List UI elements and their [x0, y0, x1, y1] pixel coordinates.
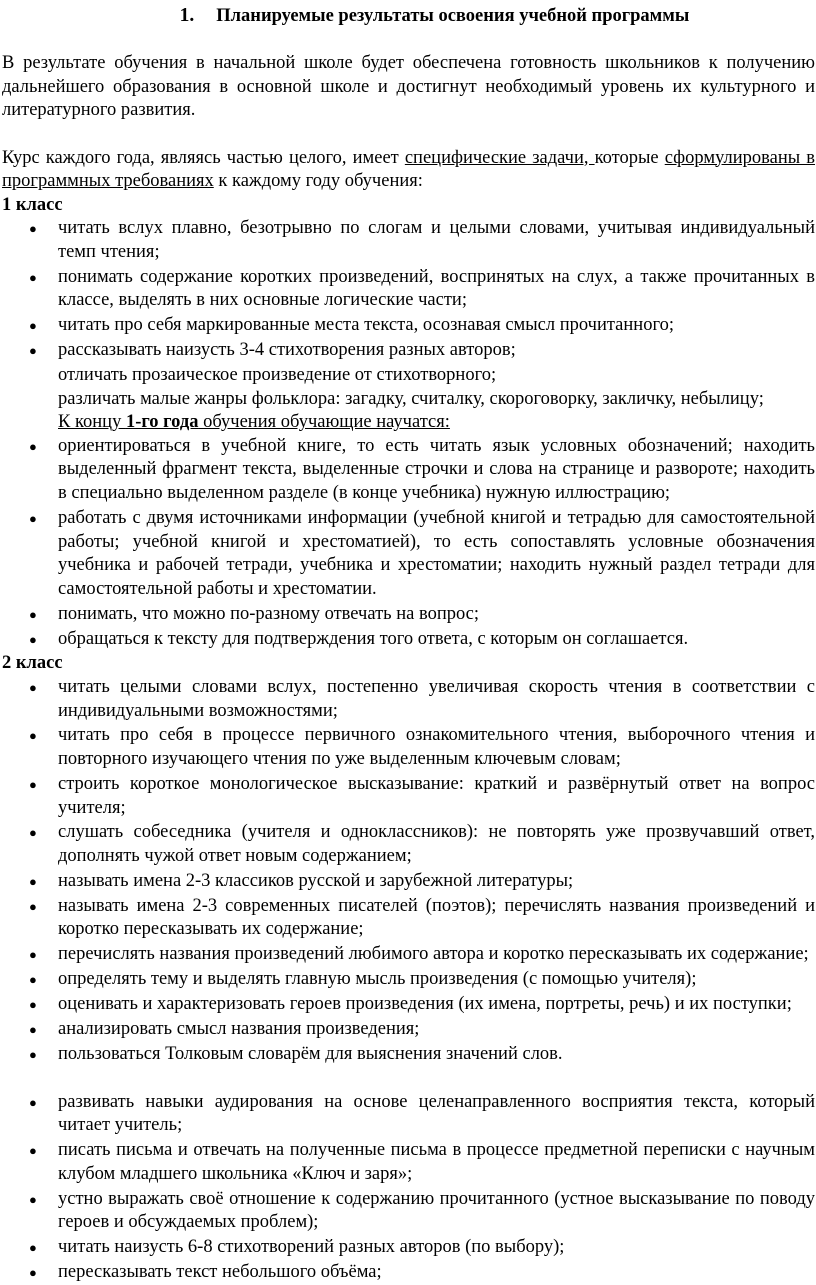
list-item	[2, 1261, 815, 1285]
list-item	[2, 1188, 815, 1235]
bullet-icon: ●	[29, 343, 37, 359]
list-item-text: понимать содержание коротких произведений, воспринятых на слух, а также прочитанных в классе, выделять в них основные логические части;	[58, 266, 815, 311]
bullet-icon: ●	[29, 1265, 37, 1281]
list-item-text: пользоваться Толковым словарём для выяснения значений слов.	[58, 1043, 563, 1064]
list-item	[2, 993, 815, 1017]
list-item-text: обращаться к тексту для подтверждения того ответа, с которым он соглашается.	[58, 628, 689, 649]
list-item	[2, 1236, 815, 1260]
grade-2-list-a	[2, 676, 815, 1066]
section-title-text: Планируемые результаты освоения учебной программы	[216, 6, 690, 26]
list-item-text: понимать, что можно по-разному отвечать на вопрос;	[58, 603, 480, 624]
bullet-icon: ●	[29, 269, 37, 285]
bullet-icon: ●	[29, 728, 37, 744]
list-item	[2, 676, 815, 723]
list-item	[2, 724, 815, 771]
list-item	[2, 1091, 815, 1138]
list-item-text: ориентироваться в учебной книге, то есть читать язык условных обозначений; находить выделенный фрагмент текста, выделенные строчки и слова на странице и развороте; находить в специально выделенном разделе (в конце учебника) нужную иллюстрацию;	[58, 435, 815, 504]
bullet-icon: ●	[29, 1240, 37, 1256]
bullet-icon: ●	[29, 438, 37, 454]
list-item-text: слушать собеседника (учителя и одноклассников): не повторять уже прозвучавший ответ, дополнять чужой ответ новым содержанием;	[58, 822, 815, 867]
list-item-text: читать про себя маркированные места текста, осознавая смысл прочитанного;	[58, 315, 674, 336]
course-paragraph: Курс каждого года, являясь частью целого, имеет специфические задачи, которые сформулированы в программных требованиях к каждому году обучения:	[2, 147, 816, 192]
list-item-text: пересказывать текст небольшого объёма;	[58, 1262, 382, 1283]
list-item-text: читать про себя в процессе первичного ознакомительного чтения, выборочного чтения и повторного изучающего чтения по уже выделенным ключевым словам;	[58, 725, 815, 770]
bullet-icon: ●	[29, 631, 37, 647]
list-item-text: называть имена 2-3 современных писателей (поэтов); перечислять названия произведений и коротко пересказывать их содержание;	[58, 895, 815, 940]
bullet-icon: ●	[29, 1021, 37, 1037]
grade-1-end-of-year-line: К концу 1-го года обучения обучающие научатся:	[58, 412, 450, 433]
list-item-text: читать целыми словами вслух, постепенно увеличивая скорость чтения в соответствии с индивидуальными возможностями;	[58, 677, 815, 721]
bullet-icon: ●	[29, 898, 37, 914]
list-item-text: строить короткое монологическое высказывание: краткий и развёрнутый ответ на вопрос учителя;	[58, 773, 815, 818]
list-item	[2, 1139, 815, 1186]
bullet-icon: ●	[29, 972, 37, 988]
list-item-text: перечислять названия произведений любимого автора и коротко пересказывать их содержание;	[58, 944, 809, 965]
bullet-icon: ●	[29, 1143, 37, 1159]
bullet-icon: ●	[29, 221, 37, 237]
grade-2-heading: 2 класс	[2, 653, 63, 674]
grade-1-list-b	[2, 435, 815, 651]
list-item	[2, 628, 815, 652]
list-item	[2, 266, 815, 313]
bullet-icon: ●	[29, 680, 37, 695]
list-item	[2, 603, 815, 627]
list-item	[2, 1043, 815, 1067]
list-item-text: читать вслух плавно, безотрывно по слогам и целыми словами, учитывая индивидуальный темп чтения;	[58, 218, 815, 262]
list-item	[2, 507, 815, 601]
grade-1-continuation-line: отличать прозаическое произведение от стихотворного;	[58, 365, 497, 386]
bullet-icon: ●	[29, 947, 37, 963]
bullet-icon: ●	[29, 318, 37, 334]
list-item-text: называть имена 2-3 классиков русской и зарубежной литературы;	[58, 870, 574, 891]
list-item-text: анализировать смысл названия произведения;	[58, 1018, 420, 1039]
list-item	[2, 870, 815, 894]
bullet-icon: ●	[29, 1046, 37, 1062]
bullet-icon: ●	[29, 873, 37, 889]
list-item-text: оценивать и характеризовать героев произведения (их имена, портреты, речь) и их поступки;	[58, 994, 792, 1015]
bullet-icon: ●	[29, 606, 37, 622]
list-item	[2, 217, 815, 264]
list-item	[2, 773, 815, 820]
list-item	[2, 943, 815, 967]
bullet-icon: ●	[29, 776, 37, 792]
bullet-icon: ●	[29, 1191, 37, 1207]
list-item-text: писать письма и отвечать на полученные письма в процессе предметной переписки с научным клубом младшего школьника «Ключ и заря»;	[58, 1140, 815, 1184]
list-item	[2, 1018, 815, 1042]
list-item	[2, 435, 815, 506]
bullet-icon: ●	[29, 510, 37, 526]
list-item	[2, 968, 815, 992]
list-item-text: устно выражать своё отношение к содержанию прочитанного (устное высказывание по поводу героев и обсуждаемых проблем);	[58, 1188, 815, 1233]
list-item	[2, 314, 815, 338]
list-item-text: развивать навыки аудирования на основе целенаправленного восприятия текста, который читает учитель;	[58, 1091, 815, 1136]
grade-1-list-a	[2, 217, 815, 362]
section-number: 1.	[179, 5, 195, 26]
list-item	[2, 339, 815, 363]
list-item-text: читать наизусть 6-8 стихотворений разных авторов (по выбору);	[58, 1237, 565, 1258]
grade-1-heading: 1 класс	[2, 194, 63, 215]
program-requirements-text: сформулированы в программных требованиях	[2, 147, 816, 192]
list-item	[2, 821, 815, 868]
list-item-text: рассказывать наизусть 3-4 стихотворения разных авторов;	[58, 340, 516, 361]
intro-paragraph: В результате обучения в начальной школе будет обеспечена готовность школьников к получению дальнейшего образования в основной школе и достигнут необходимый уровень их культурного и литературного развития.	[2, 53, 815, 121]
bullet-icon: ●	[29, 1094, 37, 1110]
specific-tasks-text: специфические задачи,	[404, 147, 595, 168]
bullet-icon: ●	[29, 825, 37, 841]
list-item-text: определять тему и выделять главную мысль произведения (с помощью учителя);	[58, 969, 697, 990]
section-title	[2, 4, 815, 29]
document-page	[0, 4, 816, 1285]
grade-2-list-b	[2, 1091, 815, 1285]
list-item	[2, 895, 815, 942]
list-item-text: работать с двумя источниками информации (учебной книгой и тетрадью для самостоятельной работы; учебной книгой и хрестоматией), то есть сопоставлять условные обозначения учебника и рабочей тетради, учебника и хрестоматии; находить нужный раздел тетради для самостоятельной работы и хрестоматии.	[58, 507, 815, 599]
bullet-icon: ●	[29, 997, 37, 1013]
grade-1-continuation-line: различать малые жанры фольклора: загадку, считалку, скороговорку, закличку, небылицу;	[58, 388, 764, 409]
